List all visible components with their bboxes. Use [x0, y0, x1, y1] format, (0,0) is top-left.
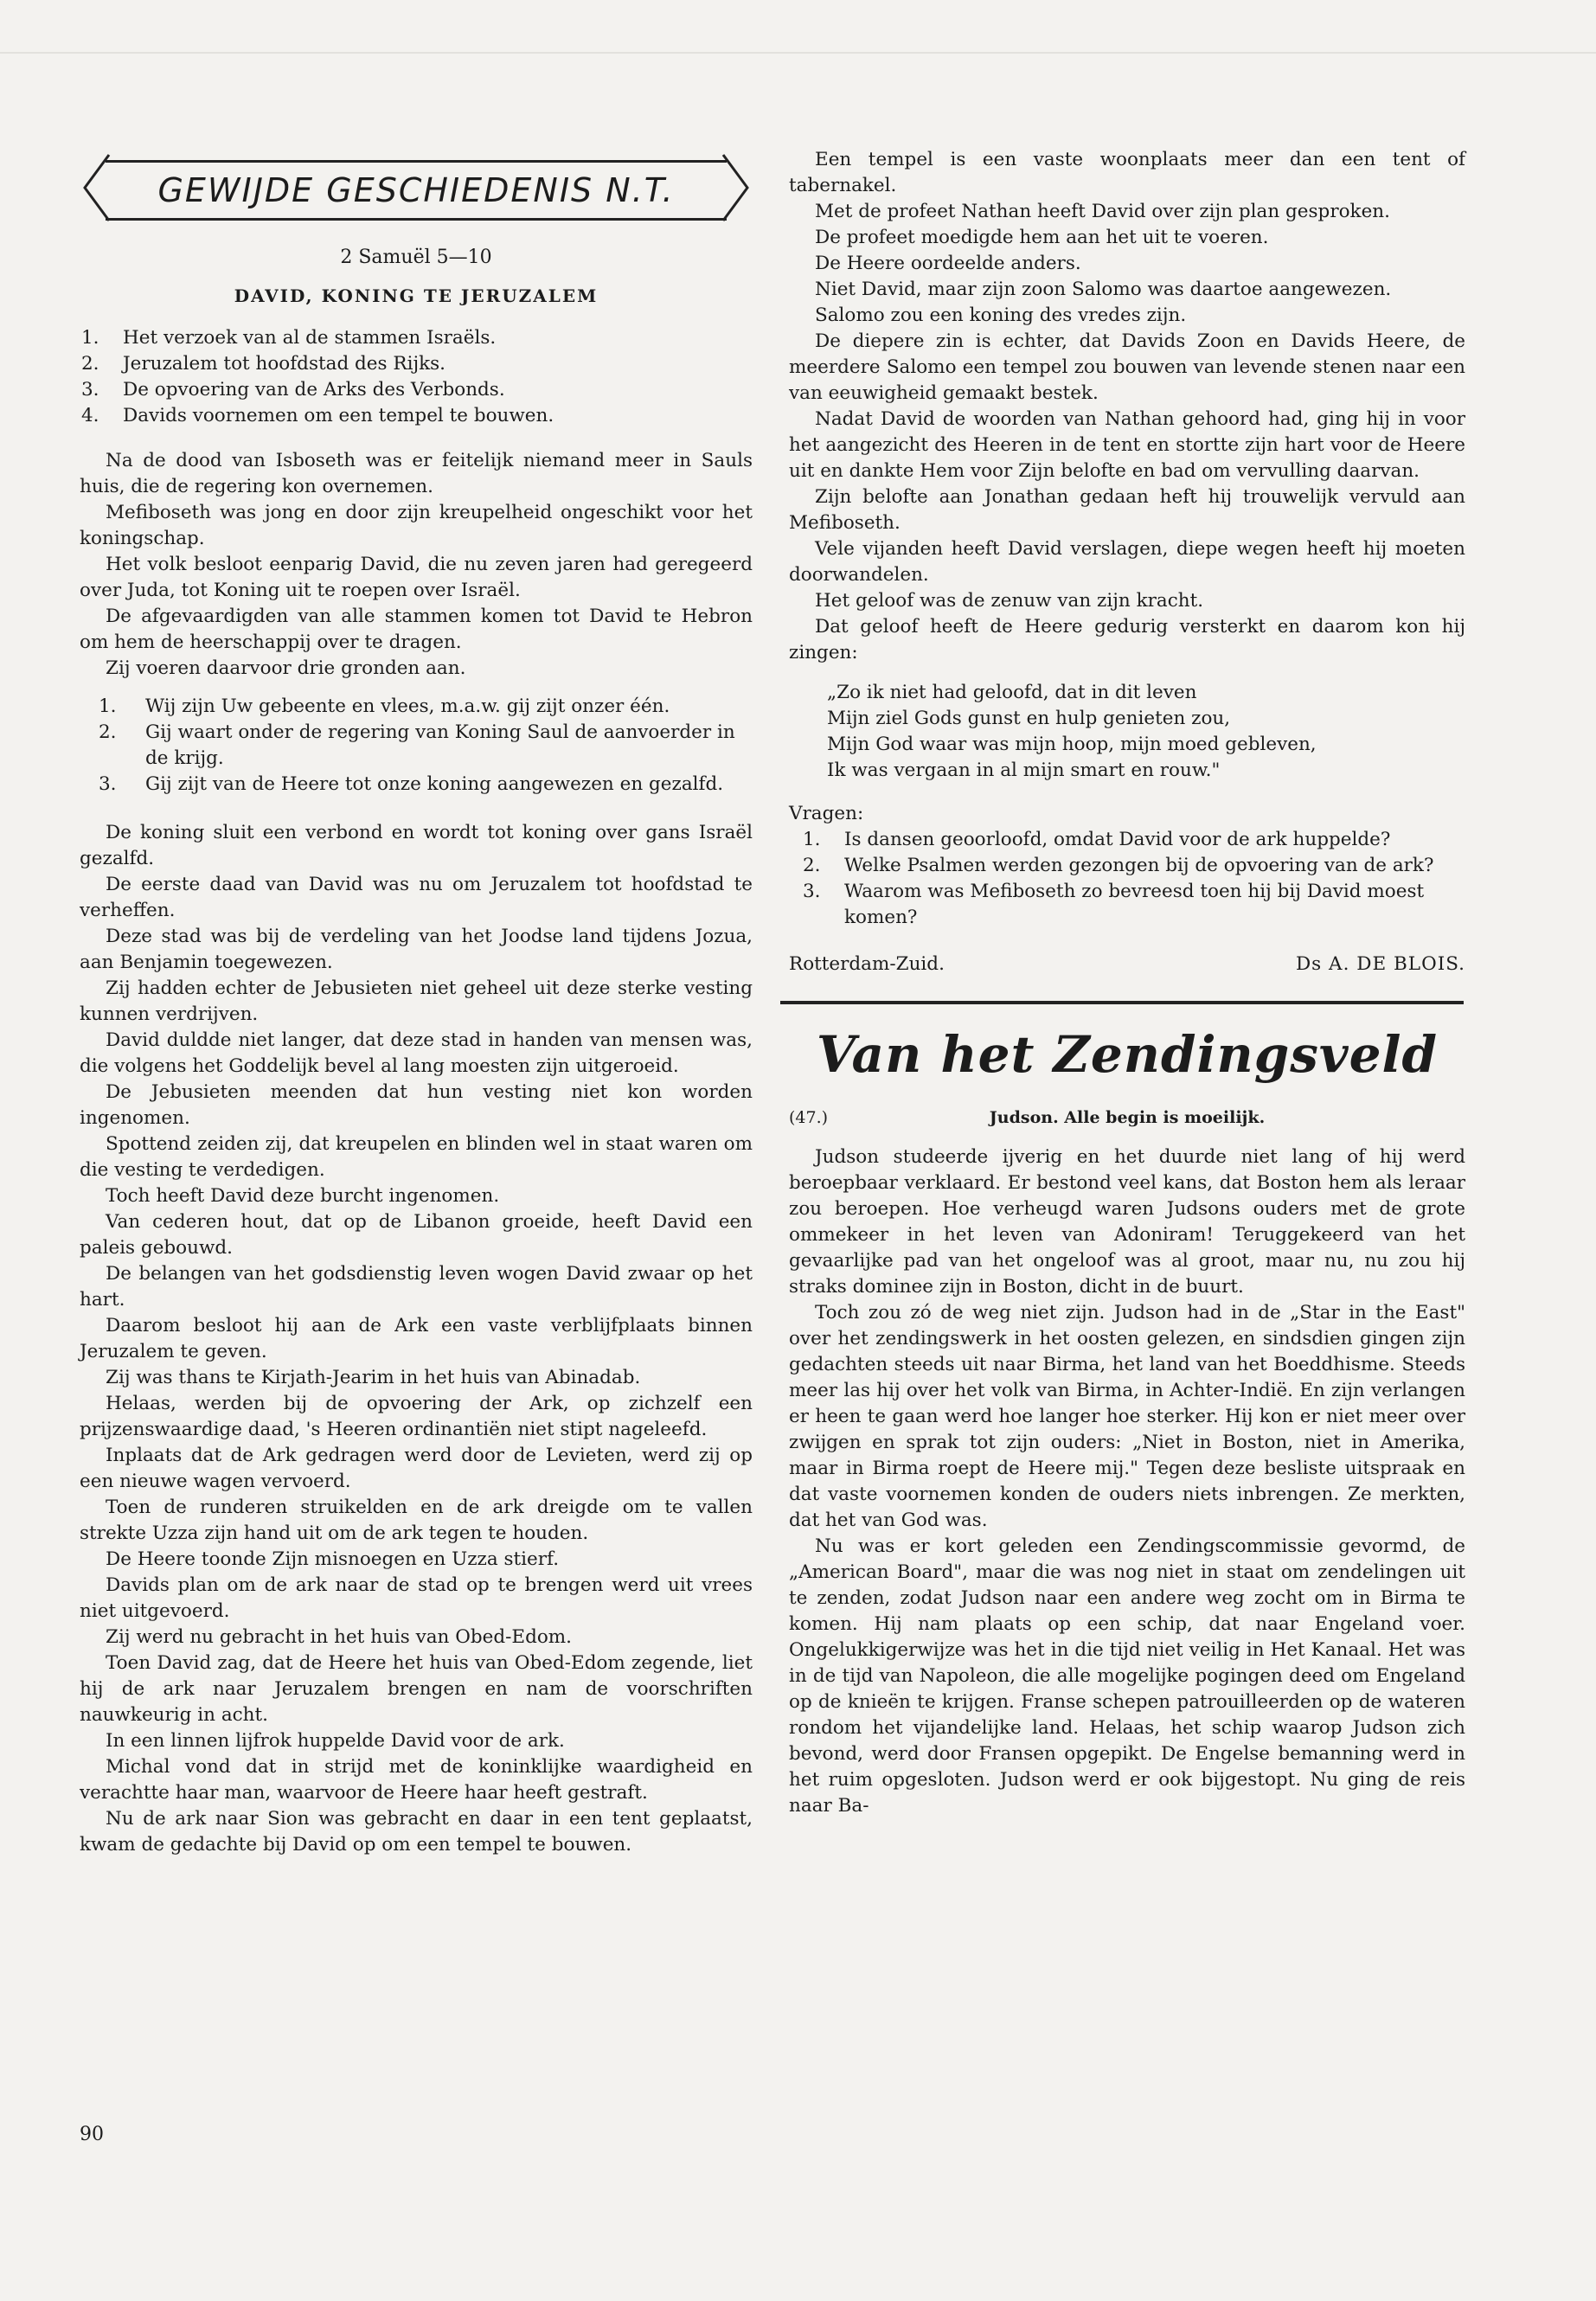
- paragraph: Toch zou zó de weg niet zijn. Judson had in de „Star in the East" over het zendingswerk in het oosten gelezen, en sindsdien gingen zijn gedachten steeds uit naar Birma, het land van het Boeddhisme. Steeds meer las hij over het volk van Birma, in Achter-Indië. En zijn verlangen er heen te gaan werd hoe langer hoe sterker. Hij kon er niet meer over zwijgen en sprak tot zijn ouders: „Niet in Boston, niet in Amerika, maar in Birma roept de Heere mij." Tegen deze besliste uitspraak en dat vaste voornemen konden de ouders niets inbrengen. Ze merkten, dat het van God was.: [789, 1302, 1465, 1531]
- poem-line: „Zo ik niet had geloofd, dat in dit leven: [827, 682, 1197, 703]
- paragraph: De eerste daad van David was nu om Jeruzalem tot hoofdstad te verheffen.: [80, 874, 753, 921]
- poem-line: Mijn ziel Gods gunst en hulp genieten zou,: [827, 708, 1231, 729]
- outline-list: [80, 325, 753, 429]
- paragraph: David duldde niet langer, dat deze stad in handen van mensen was, die volgens het Goddelijk bevel al lang moesten zijn uitgeroeid.: [80, 1029, 753, 1077]
- section-header: [80, 150, 753, 226]
- paragraph: Toen de runderen struikelden en de ark dreigde om te vallen strekte Uzza zijn hand uit om de ark tegen te houden.: [80, 1497, 753, 1544]
- list-item: 2. Welke Psalmen werden gezongen bij de opvoering van de ark?: [803, 855, 1434, 876]
- paragraph: Michal vond dat in strijd met de koninklijke waardigheid en verachtte haar man, waarvoor de Heere haar heeft gestraft.: [80, 1756, 753, 1804]
- list-item: 1. Wij zijn Uw gebeente en vlees, m.a.w. gij zijt onzer één.: [99, 695, 670, 717]
- paragraph: De profeet moedigde hem aan het uit te voeren.: [815, 227, 1269, 248]
- list-item: 1. Het verzoek van al de stammen Israëls.: [81, 327, 497, 349]
- section-header-box: [106, 160, 727, 221]
- paragraph: Salomo zou een koning des vredes zijn.: [815, 304, 1187, 326]
- paragraph: Toen David zag, dat de Heere het huis van Obed-Edom zegende, liet hij de ark naar Jeruzalem brengen en nam de voorschriften nauwkeurig in acht.: [80, 1652, 753, 1726]
- scripture-reference: 2 Samuël 5—10: [340, 247, 492, 268]
- paragraph: De belangen van het godsdienstig leven wogen David zwaar op het hart.: [80, 1263, 753, 1311]
- right-bracket-ornament: [718, 150, 753, 226]
- paragraph: Daarom besloot hij aan de Ark een vaste verblijfplaats binnen Jeruzalem te geven.: [80, 1315, 753, 1362]
- place: Rotterdam-Zuid.: [789, 953, 945, 975]
- mission-subtitle: Judson. Alle begin is moeilijk.: [989, 1108, 1266, 1127]
- paragraph: Niet David, maar zijn zoon Salomo was daartoe aangewezen.: [815, 279, 1392, 300]
- mission-subheading: [789, 1108, 1465, 1127]
- list-item: 2. Jeruzalem tot hoofdstad des Rijks.: [81, 353, 446, 375]
- paragraph: Zij was thans te Kirjath-Jearim in het huis van Abinadab.: [106, 1367, 641, 1388]
- list-item: 3. Waarom was Mefiboseth zo bevreesd toen hij bij David moest komen?: [803, 881, 1425, 928]
- paragraph: Spottend zeiden zij, dat kreupelen en blinden wel in staat waren om die vesting te verdedigen.: [80, 1133, 753, 1181]
- paragraph: Zij voeren daarvoor drie gronden aan.: [106, 657, 466, 679]
- questions-label: Vragen:: [789, 803, 864, 824]
- paragraph: Het geloof was de zenuw van zijn kracht.: [815, 590, 1204, 612]
- paragraph: Vele vijanden heeft David verslagen, diepe wegen heeft hij moeten doorwandelen.: [789, 538, 1465, 586]
- questions-list: [789, 827, 1465, 931]
- poem-quote: [827, 680, 1465, 784]
- author: Ds A. DE BLOIS.: [1295, 953, 1465, 975]
- list-item: 3. Gij zijt van de Heere tot onze koning aangewezen en gezalfd.: [99, 773, 724, 795]
- paragraph: Helaas, werden bij de opvoering der Ark, op zichzelf een prijzenswaardige daad, 's Heeren ordinantiën niet stipt nageleefd.: [80, 1393, 753, 1440]
- section-title: GEWIJDE GESCHIEDENIS N.T.: [157, 171, 675, 209]
- left-column: [80, 143, 753, 1858]
- paragraph: De Heere oordeelde anders.: [815, 253, 1081, 274]
- paragraph: Nadat David de woorden van Nathan gehoord had, ging hij in voor het aangezicht des Heeren in de tent en stortte zijn hart voor de Heere uit en dankte Hem voor Zijn belofte en bad om vervulling daarvan.: [789, 408, 1465, 482]
- paragraph: In een linnen lijfrok huppelde David voor de ark.: [106, 1730, 565, 1752]
- paragraph: De koning sluit een verbond en wordt tot koning over gans Israël gezalfd.: [80, 822, 753, 869]
- paragraph: Van cederen hout, dat op de Libanon groeide, heeft David een paleis gebouwd.: [80, 1211, 753, 1259]
- list-item: 2. Gij waart onder de regering van Koning Saul de aanvoerder in de krijg.: [99, 721, 735, 769]
- grounds-list: [80, 694, 753, 798]
- mission-section-title: Van het Zendingsveld: [816, 1025, 1439, 1084]
- paragraph: Met de profeet Nathan heeft David over zijn plan gesproken.: [815, 201, 1390, 222]
- poem-line: Mijn God waar was mijn hoop, mijn moed gebleven,: [827, 734, 1317, 755]
- paragraph: Judson studeerde ijverig en het duurde niet lang of hij werd beroepbaar verklaard. Er bestond veel kans, dat Boston hem als leraar zou beroepen. Hoe verheugd waren Judsons ouders met de grote ommekeer in het leven van Adoniram! Teruggekeerd van het gevaarlijke pad van het ongeloof was al groot, maar nu, nu zou hij straks dominee zijn in Boston, dicht in de buurt.: [789, 1146, 1465, 1298]
- list-item: 3. De opvoering van de Arks des Verbonds.: [81, 379, 505, 401]
- paragraph: Na de dood van Isboseth was er feitelijk niemand meer in Sauls huis, die de regering kon overnemen.: [80, 450, 753, 497]
- list-item: 1. Is dansen geoorloofd, omdat David voor de ark huppelde?: [803, 829, 1391, 850]
- paragraph: Zij werd nu gebracht in het huis van Obed-Edom.: [106, 1626, 573, 1648]
- paragraph: De afgevaardigden van alle stammen komen tot David te Hebron om hem de heerschappij over te dragen.: [80, 606, 753, 653]
- paragraph: Zij hadden echter de Jebusieten niet geheel uit deze sterke vesting kunnen verdrijven.: [80, 977, 753, 1025]
- paragraph: De Heere toonde Zijn misnoegen en Uzza stierf.: [106, 1548, 560, 1570]
- scan-edge: [0, 52, 1596, 54]
- paragraph: Nu de ark naar Sion was gebracht en daar in een tent geplaatst, kwam de gedachte bij David op om een tempel te bouwen.: [80, 1808, 753, 1856]
- poem-line: Ik was vergaan in al mijn smart en rouw.": [827, 760, 1221, 781]
- installment-number: (47.): [789, 1108, 829, 1127]
- paragraph: Het volk besloot eenparig David, die nu zeven jaren had geregeerd over Juda, tot Koning uit te roepen over Israël.: [80, 554, 753, 601]
- paragraph: Toch heeft David deze burcht ingenomen.: [106, 1185, 500, 1207]
- paragraph: Nu was er kort geleden een Zendingscommissie gevormd, de „American Board", maar die was nog niet in staat om zendelingen uit te zenden, zodat Judson naar een andere weg zocht om in Birma te komen. Hij nam plaats op een schip, dat naar Engeland voer. Ongelukkigerwijze was het in die tijd niet veilig in Het Kanaal. Het was in de tijd van Napoleon, die alle mogelijke pogingen deed om Engeland op de knieën te krijgen. Franse schepen patrouilleerden op de wateren rondom het vijandelijke land. Helaas, het schip waarop Judson zich bevond, werd door Fransen opgepikt. De Engelse bemanning werd in het ruim opgesloten. Judson werd er ook bijgestopt. Nu ging de reis naar Ba-: [789, 1535, 1465, 1817]
- paragraph: De diepere zin is echter, dat Davids Zoon en Davids Heere, de meerdere Salomo een tempel zou bouwen van levende stenen naar een van eeuwigheid gemaakt bestek.: [789, 330, 1465, 404]
- page-number: 90: [80, 2124, 104, 2145]
- paragraph: Mefiboseth was jong en door zijn kreupelheid ongeschikt voor het koningschap.: [80, 502, 753, 549]
- paragraph: Davids plan om de ark naar de stad op te brengen werd uit vrees niet uitgevoerd.: [80, 1574, 753, 1622]
- list-item: 4. Davids voornemen om een tempel te bouwen.: [81, 405, 554, 426]
- paragraph: Inplaats dat de Ark gedragen werd door de Levieten, werd zij op een nieuwe wagen vervoerd.: [80, 1445, 753, 1492]
- signature-line: [789, 953, 1465, 975]
- paragraph: Zijn belofte aan Jonathan gedaan heft hij trouwelijk vervuld aan Mefiboseth.: [789, 486, 1465, 534]
- paragraph: De Jebusieten meenden dat hun vesting niet kon worden ingenomen.: [80, 1081, 753, 1129]
- right-column: [789, 147, 1465, 1819]
- paragraph: Een tempel is een vaste woonplaats meer dan een tent of tabernakel.: [789, 149, 1465, 196]
- section-divider: [780, 1001, 1464, 1004]
- paragraph: Deze stad was bij de verdeling van het Joodse land tijdens Jozua, aan Benjamin toegewezen.: [80, 926, 753, 973]
- lesson-heading: DAVID, KONING TE JERUZALEM: [234, 285, 599, 306]
- paragraph: Dat geloof heeft de Heere gedurig versterkt en daarom kon hij zingen:: [789, 616, 1465, 663]
